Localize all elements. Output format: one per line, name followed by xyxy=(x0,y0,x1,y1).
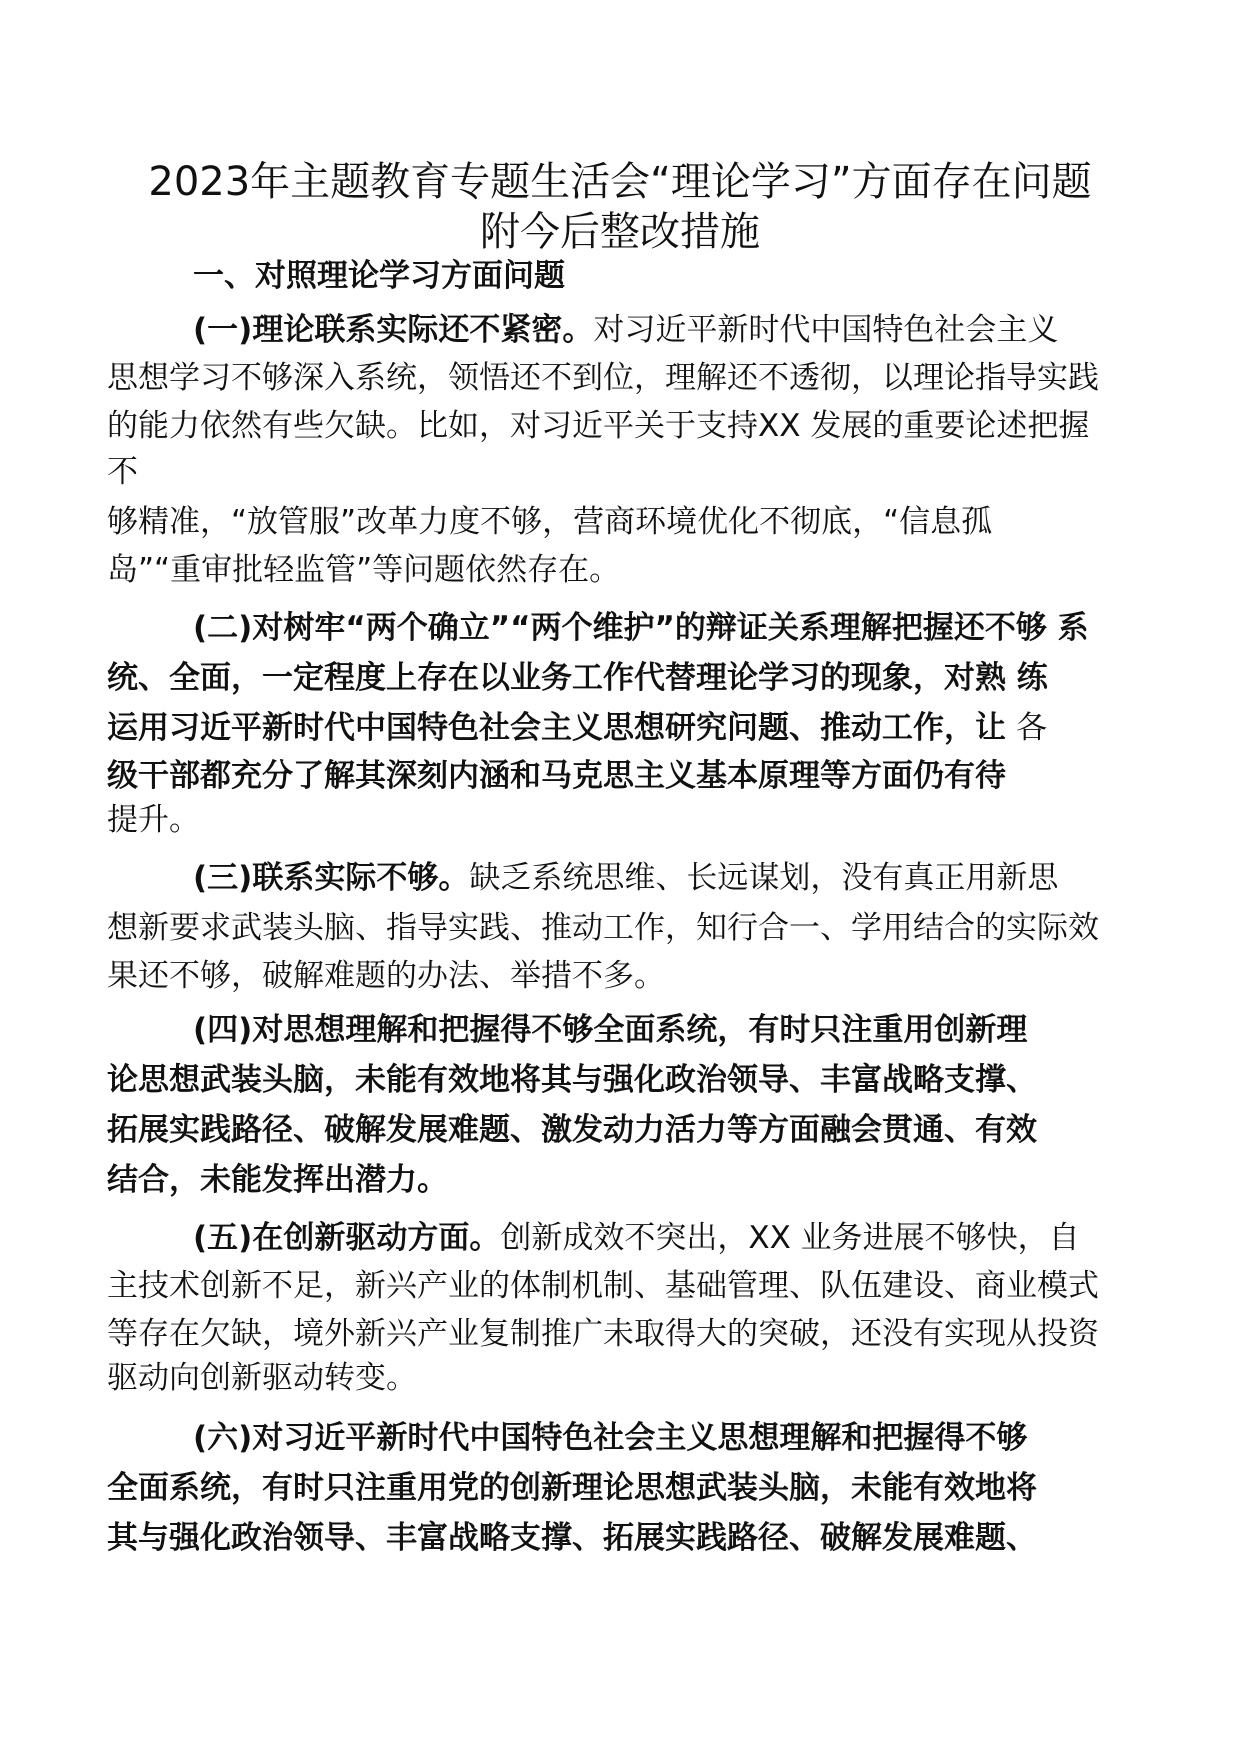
paragraph-2-line-3-bold: 运用习近平新时代中国特色社会主义思想研究问题、推动工作，让 xyxy=(107,710,1006,746)
paragraph-2-line-1: (二)对树牢“两个确立”“两个维护”的辩证关系理解把握还不够 系 xyxy=(193,610,1089,646)
paragraph-5-lead: (五)在创新驱动方面。 xyxy=(193,1220,501,1256)
paragraph-1-line-2: 思想学习不够深入系统，领悟还不到位，理解还不透彻，以理论指导实践 xyxy=(107,360,1099,396)
paragraph-4-line-1: (四)对思想理解和把握得不够全面系统，有时只注重用创新理 xyxy=(193,1012,1028,1048)
paragraph-2-line-4: 级干部都充分了解其深刻内涵和马克思主义基本原理等方面仍有待 xyxy=(107,758,1006,794)
paragraph-4-line-3: 拓展实践路径、破解发展难题、激发动力活力等方面融会贯通、有效 xyxy=(107,1112,1037,1148)
paragraph-3-line-1 xyxy=(193,858,1058,898)
document-title-line-2: 附今后整改措施 xyxy=(480,209,760,255)
paragraph-6-line-3: 其与强化政治领导、丰富战略支撑、拓展实践路径、破解发展难题、 xyxy=(107,1520,1037,1556)
paragraph-6-line-1: (六)对习近平新时代中国特色社会主义思想理解和把握得不够 xyxy=(193,1420,1028,1456)
paragraph-5-line-3: 等存在欠缺，境外新兴产业复制推广未取得大的突破，还没有实现从投资 xyxy=(107,1316,1099,1352)
paragraph-1-line-4: 不 xyxy=(107,454,138,490)
document-title-line-1: 2023年主题教育专题生活会“理论学习”方面存在问题 xyxy=(148,159,1092,205)
paragraph-1-line-5: 够精准，“放管服”改革力度不够，营商环境优化不彻底，“信息孤 xyxy=(107,504,993,540)
paragraph-5-line-1-text: 创新成效不突出，XX 业务进展不够快，自 xyxy=(500,1220,1080,1256)
paragraph-4-line-4: 结合，未能发挥出潜力。 xyxy=(107,1162,448,1198)
paragraph-4-line-2: 论思想武装头脑，未能有效地将其与强化政治领导、丰富战略支撑、 xyxy=(107,1062,1037,1098)
paragraph-1-line-6: 岛”“重审批轻监管”等问题依然存在。 xyxy=(107,552,621,588)
paragraph-5-line-4: 驱动向创新驱动转变。 xyxy=(107,1360,417,1396)
paragraph-6-line-2: 全面系统，有时只注重用党的创新理论思想武装头脑，未能有效地将 xyxy=(107,1470,1037,1506)
paragraph-2-line-3-normal: 各 xyxy=(1016,710,1047,746)
paragraph-3-line-1-text: 缺乏系统思维、长远谋划，没有真正用新思 xyxy=(469,860,1059,896)
section-heading: 一、对照理论学习方面问题 xyxy=(193,258,565,294)
paragraph-3-lead: (三)联系实际不够。 xyxy=(193,860,470,896)
paragraph-5-line-1 xyxy=(193,1218,1080,1258)
paragraph-1-line-1 xyxy=(193,310,1058,350)
paragraph-1-line-1-text: 对习近平新时代中国特色社会主义 xyxy=(593,312,1059,348)
paragraph-2-line-3 xyxy=(107,708,1047,748)
paragraph-1-line-3: 的能力依然有些欠缺。比如，对习近平关于支持XX 发展的重要论述把握 xyxy=(107,408,1090,444)
paragraph-5-line-2: 主技术创新不足，新兴产业的体制机制、基础管理、队伍建设、商业模式 xyxy=(107,1268,1099,1304)
paragraph-2-line-5: 提升。 xyxy=(107,802,200,838)
paragraph-3-line-2: 想新要求武装头脑、指导实践、推动工作，知行合一、学用结合的实际效 xyxy=(107,910,1099,946)
paragraph-1-lead: (一)理论联系实际还不紧密。 xyxy=(193,312,594,348)
paragraph-3-line-3: 果还不够，破解难题的办法、举措不多。 xyxy=(107,958,665,994)
paragraph-2-line-2: 统、全面，一定程度上存在以业务工作代替理论学习的现象，对熟 练 xyxy=(107,660,1048,696)
